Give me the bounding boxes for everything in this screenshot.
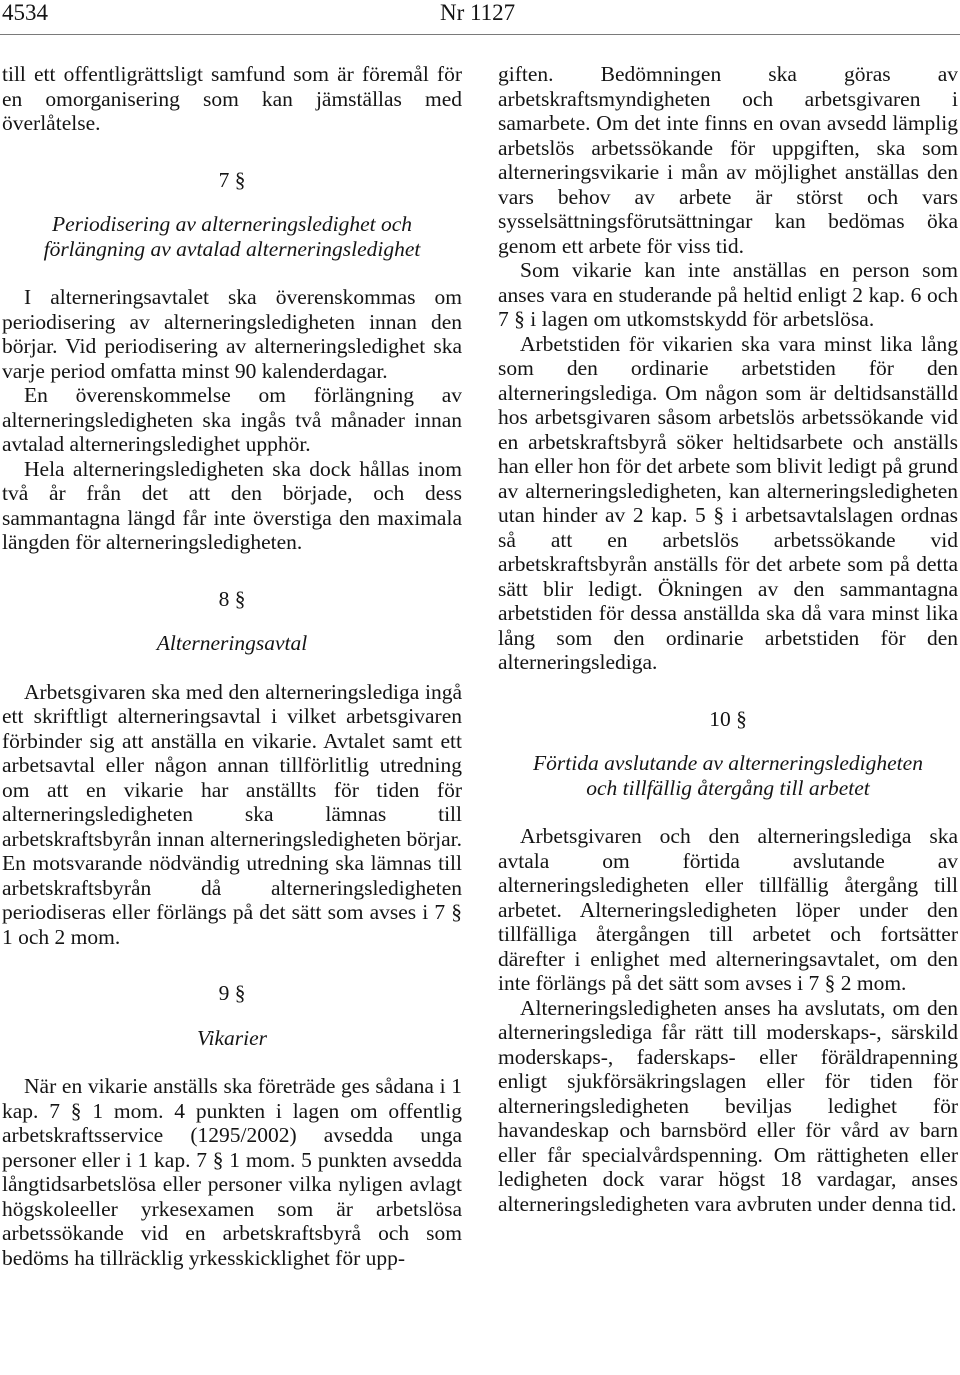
section-10-heading-line-2: och tillfällig återgång till arbetet <box>586 775 870 800</box>
section-10-heading-line-1: Förtida avslutande av alterneringsledigheten <box>533 751 923 775</box>
paragraph-vikarie: Som vikarie kan inte anställas en person som anses vara en studerande på heltid enligt 2 kap. 6 och 7 § i lagen om utkomstskydd för arbetslösa. <box>498 258 958 331</box>
right-column <box>498 62 958 1216</box>
section-7-number: 7 § <box>218 167 246 192</box>
page-header <box>0 0 960 34</box>
paragraph-arbetstid: Arbetstiden för vikarien ska vara minst lika lång som den ordinarie arbetstiden för den alterneringslediga. Om någon som är deltidsanställd hos arbetsgivaren såsom arbetslös arbetssökande vid en arbetskraftsbyrå söker heltidsarbete och anställs han eller hon för det arbete som blivit ledigt på grund av alterneringsledigheten, kan alterneringsledigheten utan hinder av 2 kap. 5 § i arbetsavtalslagen ordnas så att en arbetslös arbetssökande vid arbetskraftsbyrån anställs för det arbete som på detta sätt blir ledigt. Ökningen av den sammantagna arbetstiden för dessa anställda ska då vara minst lika lång som den ordinarie arbetstiden för den alterneringslediga. <box>498 331 958 674</box>
page-number: 4534 <box>2 0 48 25</box>
section-9-number: 9 § <box>218 981 246 1005</box>
section-7-heading-line-2: förlängning av avtalad alterneringsledighet <box>43 236 421 261</box>
section-8-heading: Alterneringsavtal <box>156 631 308 655</box>
section-10-heading <box>498 751 958 800</box>
section-10-paragraph-1: Arbetsgivaren och den alterneringslediga ska avtala om förtida avslutande av alterneringsledigheten eller tillfällig återgång till arbetet. Alterneringsledigheten löper under den tillfälliga återgången till arbetet och fortsätter därefter i enlighet med alterneringsavtalet, om den inte förlängs på det sätt som avses i 7 § 2 mom. <box>498 824 958 995</box>
section-7-paragraph-3: Hela alterneringsledigheten ska dock hållas inom två år från det att den började, och dess sammantagna längd får inte överstiga den maximala längden för alterneringsledigheten. <box>2 456 462 554</box>
section-9-heading: Vikarier <box>196 1025 268 1050</box>
left-column <box>2 62 462 1270</box>
paragraph-intro: till ett offentligrättsligt samfund som är föremål för en omorganisering som kan jämställas med överlåtelse. <box>2 62 462 135</box>
paragraph-continued: giften. Bedömningen ska göras av arbetskraftsmyndigheten och arbetsgivaren i samarbete. Om det inte finns en ovan avsedd lämplig arbetslös arbetssökande för uppgiften, ska som alterneringsvikarie i mån av möjlighet anställas den vars behov av arbete är störst och vars sysselsättningsförutsättningar kan bedömas öka genom ett arbete för viss tid. <box>498 62 958 258</box>
section-9-paragraph-1: När en vikarie anställs ska företräde ges sådana i 1 kap. 7 § 1 mom. 4 punkten i lagen om offentlig arbetskraftsservice (1295/2002) avsedda unga personer eller i 1 kap. 7 § 1 mom. 5 punkten avsedda långtidsarbetslösa eller personer vilka nyligen avlagt högskoleeller yrkesexamen som är arbetslösa arbetssökande vid en arbetskraftsbyrå och som bedöms ha tillräcklig yrkesskicklighet för upp- <box>2 1074 462 1270</box>
section-7-heading <box>2 212 462 261</box>
section-8-number: 8 § <box>218 586 246 611</box>
document-number: Nr 1127 <box>440 0 516 25</box>
section-7-heading-line-1: Periodisering av alterneringsledighet och <box>51 212 413 236</box>
section-7-paragraph-2: En överenskommelse om förlängning av alterneringsledigheten ska ingås två månader innan avtalad alterneringsledighet upphör. <box>2 383 462 456</box>
section-8-paragraph-1: Arbetsgivaren ska med den alterneringslediga ingå ett skriftligt alterneringsavtal i vilket arbetsgivaren förbinder sig att anställa en vikarie. Avtalet samt ett arbetsavtal eller någon annan tillförlitlig utredning om att en vikarie har anställts för tiden för alterneringsledigheten ska lämnas till arbetskraftsbyrån innan alterneringsledigheten börjar. En motsvarande nödvändig utredning ska lämnas till arbetskraftsbyrån då alterneringsledigheten periodiseras eller förlängs på det sätt som avses i 7 § 1 och 2 mom. <box>2 679 462 949</box>
section-10-paragraph-2: Alterneringsledigheten anses ha avslutats, om den alterneringslediga får rätt till moderskaps-, särskild moderskaps-, faderskaps- eller föräldrapenning enligt sjukförsäkringslagen eller för tiden för alterneringsledigheten beviljas ledighet för havandeskap och barnsbörd eller för vård av barn eller får specialvårdspenning. Om rättigheten eller ledigheten dock varar högst 18 vardagar, anses alterneringsledigheten vara avbruten under denna tid. <box>498 995 958 1216</box>
section-7-paragraph-1: I alterneringsavtalet ska överenskommas om periodisering av alterneringsledigheten innan den börjar. Vid periodisering av alterneringsledighet ska varje period omfatta minst 90 kalenderdagar. <box>2 285 462 383</box>
header-rule <box>0 34 960 35</box>
section-10-number: 10 § <box>709 706 747 731</box>
